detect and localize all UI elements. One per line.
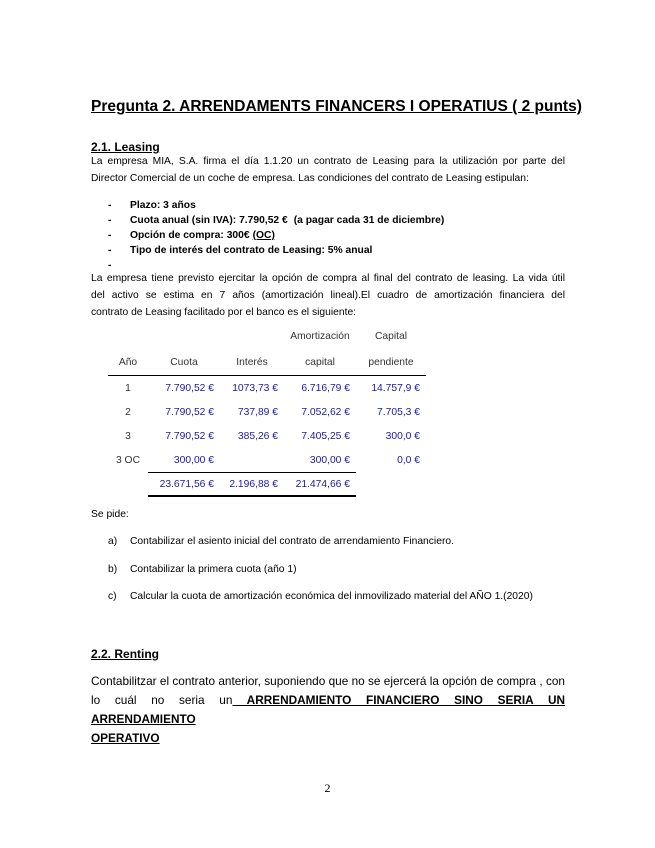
list-item: [108, 564, 297, 575]
item-text: Calcular la cuota de amortización económica del inmovilizado material del AÑO 1.(2020): [130, 591, 533, 602]
table-cell: [220, 448, 284, 473]
item-marker: b): [108, 564, 118, 575]
list-item: - Opción de compra: 300€ (OC): [108, 230, 275, 241]
table-cell: 7.790,52 €: [165, 406, 214, 418]
table-cell: 300,00 €: [173, 454, 214, 466]
page-title: Pregunta 2. ARRENDAMENTS FINANCERS I OPERATIUS ( 2 punts): [91, 98, 582, 115]
para2-line3: contrato de Leasing facilitado por el banco es el siguiente:: [91, 307, 357, 318]
renting-line2-prefix: lo cuál no seria un: [91, 693, 233, 707]
table-cell: 7.790,52 €: [165, 430, 214, 442]
item-marker: c): [108, 591, 117, 602]
table-totals-row: [108, 473, 426, 497]
item-text: Contabilizar la primera cuota (año 1): [130, 564, 297, 575]
leasing-intro-line2: Director Comercial de un coche de empresa. Las condiciones del contrato de Leasing estipulan:: [91, 173, 529, 184]
section-heading-leasing: 2.1. Leasing: [91, 140, 160, 154]
table-cell: 300,0 €: [385, 430, 420, 442]
table-cell: 3: [125, 430, 131, 442]
table-cell: [356, 473, 426, 497]
table-header-cell: Capital: [374, 330, 408, 342]
renting-line3-emphasis: OPERATIVO: [91, 731, 160, 745]
table-cell: 7.790,52 €: [165, 382, 214, 394]
renting-line2-emphasis: ARRENDAMIENTO FINANCIERO SINO SERIA UN ARRENDAMIENTO: [91, 693, 565, 726]
table-row: [108, 424, 426, 448]
table-header-row: [108, 349, 426, 376]
table-header-cell: Amortización: [290, 330, 350, 342]
amortization-table: [108, 323, 426, 497]
condition-cuota-note: (a pagar cada 31 de diciembre): [293, 215, 445, 226]
leasing-paragraph-2: [91, 270, 565, 321]
table-cell: 7.405,25 €: [301, 430, 350, 442]
condition-cuota: Cuota anual (sin IVA): 7.790,52 €: [130, 215, 288, 226]
table-header-row: [108, 323, 426, 349]
list-item: [108, 591, 533, 602]
page-number: 2: [324, 781, 331, 795]
list-item: [108, 536, 454, 547]
table-cell: [108, 473, 148, 497]
table-header-cell: [148, 323, 220, 349]
condition-opcion-note: (OC): [252, 230, 275, 241]
leasing-intro: [91, 153, 565, 187]
renting-paragraph: [91, 672, 565, 748]
section-heading-renting: 2.2. Renting: [91, 647, 160, 661]
para2-line1: La empresa tiene previsto ejercitar la opción de compra al final del contrato de leasing. La vida útil: [91, 273, 565, 284]
list-item: - Tipo de interés del contrato de Leasing: 5% anual: [108, 245, 373, 256]
table-cell: 385,26 €: [237, 430, 278, 442]
table-header-cell: [108, 323, 148, 349]
list-item: - Plazo: 3 años: [108, 200, 196, 211]
item-text: Contabilizar el asiento inicial del contrato de arrendamiento Financiero.: [130, 536, 454, 547]
table-header-cell: Año: [108, 349, 148, 376]
table-header-cell: Cuota: [148, 349, 220, 376]
table-header-cell: Interés: [220, 349, 284, 376]
table-total-cell: 23.671,56 €: [148, 473, 220, 497]
table-cell: 1073,73 €: [232, 382, 278, 394]
table-cell: 7.705,3 €: [377, 406, 420, 418]
table-row: [108, 400, 426, 424]
list-item: - Cuota anual (sin IVA): 7.790,52 € (a pagar cada 31 de diciembre): [108, 215, 445, 226]
renting-line1: Contabilitzar el contrato anterior, suponiendo que no se ejercerá la opción de compra , con: [91, 674, 565, 688]
table-header-cell: pendiente: [356, 349, 426, 376]
empty-bullet: -: [108, 260, 112, 271]
condition-tipo: Tipo de interés del contrato de Leasing: 5% anual: [130, 245, 373, 256]
table-cell: 1: [125, 382, 131, 394]
table-row: [108, 448, 426, 473]
table-header-cell: [220, 323, 284, 349]
table-total-cell: 2.196,88 €: [220, 473, 284, 497]
table-cell: 0,0 €: [397, 454, 420, 466]
condition-opcion: Opción de compra: 300€: [130, 230, 250, 241]
table-header-cell: capital: [284, 349, 356, 376]
table-row: [108, 376, 426, 401]
renting-line2: [91, 691, 565, 729]
table-cell: 300,00 €: [309, 454, 350, 466]
condition-plazo: Plazo: 3 años: [130, 200, 196, 211]
leasing-conditions-list: [108, 198, 444, 273]
para2-line2: del activo se estima en 7 años (amortización lineal).El cuadro de amortización financiera del: [91, 290, 565, 301]
leasing-intro-line1: La empresa MIA, S.A. firma el día 1.1.20 un contrato de Leasing para la utilización por parte del: [91, 156, 565, 167]
table-cell: 14.757,9 €: [371, 382, 420, 394]
table-cell: 3 OC: [115, 454, 141, 466]
item-marker: a): [108, 536, 118, 547]
table-total-cell: 21.474,66 €: [284, 473, 356, 497]
table-cell: 6.716,79 €: [301, 382, 350, 394]
table-cell: 737,89 €: [237, 406, 278, 418]
questions-label: Se pide:: [91, 509, 129, 520]
table-cell: 7.052,62 €: [301, 406, 350, 418]
table-cell: 2: [125, 406, 131, 418]
